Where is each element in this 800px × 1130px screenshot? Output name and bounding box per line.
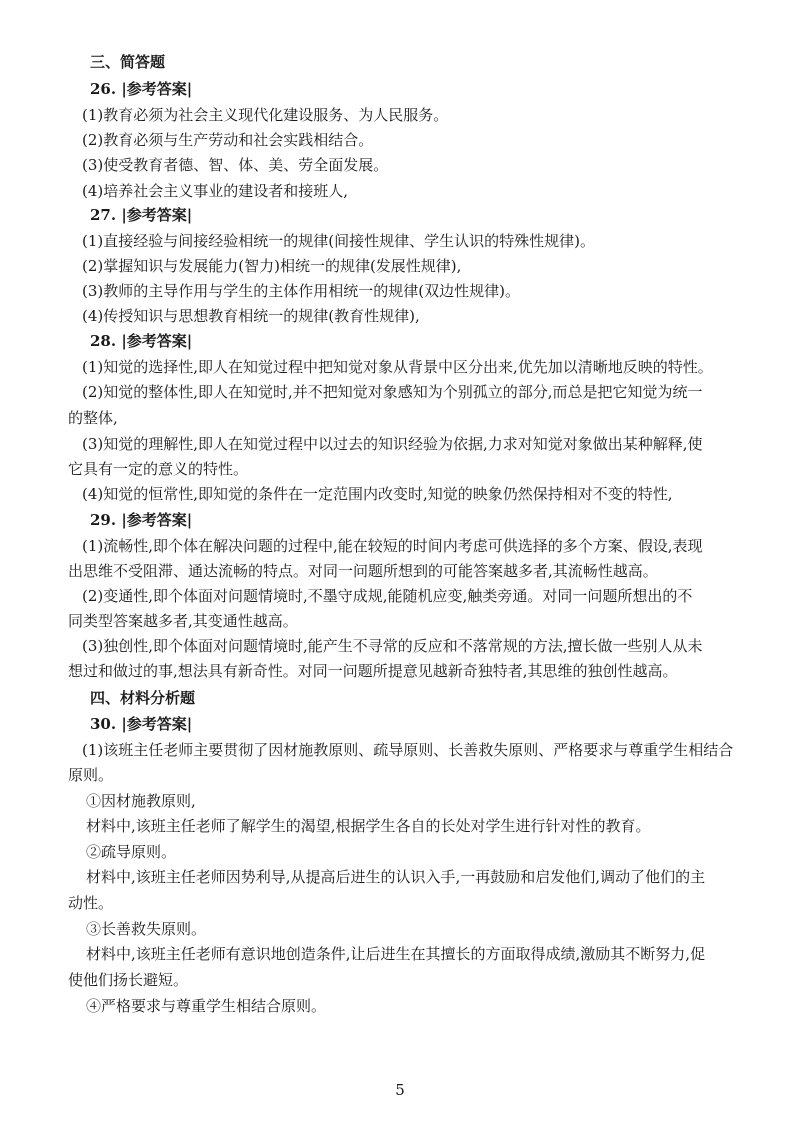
answer-29-item-3-cont: 想过和做过的事,想法具有新奇性。对同一问题所提意见越新奇独特者,其思维的独创性越高。 — [68, 662, 678, 680]
answer-28-item-3-cont: 它具有一定的意义的特性。 — [68, 460, 249, 478]
principle-2-title: ②疏导原则。 — [86, 843, 177, 861]
principle-3-title: ③长善救失原则。 — [86, 920, 207, 938]
answer-28-item-2: (2)知觉的整体性,即人在知觉时,并不把知觉对象感知为个别孤立的部分,而总是把它知觉为统一 — [82, 383, 703, 401]
answer-28-item-1: (1)知觉的选择性,即人在知觉过程中把知觉对象从背景中区分出来,优先加以清晰地反映的特性。 — [82, 358, 713, 376]
answer-30-item-1-cont: 原则。 — [68, 766, 114, 784]
principle-1-title: ①因材施教原则, — [86, 792, 196, 810]
principle-3-text: 材料中,该班主任老师有意识地创造条件,让后进生在其擅长的方面取得成绩,激励其不断努力,促 — [86, 945, 706, 963]
answer-26-item-2: (2)教育必须与生产劳动和社会实践相结合。 — [82, 131, 374, 149]
answer-29-item-1-cont: 出思维不受阻滞、通达流畅的特点。对同一问题所想到的可能答案越多者,其流畅性越高。 — [68, 562, 658, 580]
page-number: 5 — [395, 1081, 405, 1099]
answer-heading-26: 26. |参考答案| — [90, 80, 193, 98]
section-title-material-analysis: 四、材料分析题 — [90, 689, 196, 707]
answer-heading-29: 29. |参考答案| — [90, 511, 193, 529]
answer-28-item-4: (4)知觉的恒常性,即知觉的条件在一定范围内改变时,知觉的映象仍然保持相对不变的特性, — [82, 485, 673, 503]
answer-30-item-1: (1)该班主任老师主要贯彻了因材施教原则、疏导原则、长善救失原则、严格要求与尊重学生相结合 — [82, 741, 734, 759]
answer-29-item-2-cont: 同类型答案越多者,其变通性越高。 — [68, 612, 298, 630]
answer-29-item-3: (3)独创性,即个体面对问题情境时,能产生不寻常的反应和不落常规的方法,擅长做一些别人从未 — [82, 637, 703, 655]
principle-4-title: ④严格要求与尊重学生相结合原则。 — [86, 997, 327, 1015]
answer-heading-28: 28. |参考答案| — [90, 332, 193, 350]
answer-28-item-3: (3)知觉的理解性,即人在知觉过程中以过去的知识经验为依据,力求对知觉对象做出某种解释,使 — [82, 435, 703, 453]
answer-29-item-1: (1)流畅性,即个体在解决问题的过程中,能在较短的时间内考虑可供选择的多个方案、假设,表现 — [82, 537, 703, 555]
principle-2-text: 材料中,该班主任老师因势利导,从提高后进生的认识入手,一再鼓励和启发他们,调动了他们的主 — [86, 868, 706, 886]
principle-1-text: 材料中,该班主任老师了解学生的渴望,根据学生各自的长处对学生进行针对性的教育。 — [86, 817, 651, 835]
answer-28-item-2-cont: 的整体, — [68, 409, 118, 427]
principle-3-text-cont: 使他们扬长避短。 — [68, 971, 189, 989]
answer-27-item-2: (2)掌握知识与发展能力(智力)相统一的规律(发展性规律), — [82, 257, 462, 275]
answer-heading-30: 30. |参考答案| — [90, 715, 193, 733]
answer-26-item-4: (4)培养社会主义事业的建设者和接班人, — [82, 182, 349, 200]
answer-29-item-2: (2)变通性,即个体面对问题情境时,不墨守成规,能随机应变,触类旁通。对同一问题所想出的不 — [82, 587, 693, 605]
answer-27-item-3: (3)教师的主导作用与学生的主体作用相统一的规律(双边性规律)。 — [82, 282, 520, 300]
answer-27-item-4: (4)传授知识与思想教育相统一的规律(教育性规律), — [82, 307, 420, 325]
section-title-short-answer: 三、简答题 — [90, 53, 166, 71]
answer-26-item-3: (3)使受教育者德、智、体、美、劳全面发展。 — [82, 156, 389, 174]
answer-26-item-1: (1)教育必须为社会主义现代化建设服务、为人民服务。 — [82, 106, 449, 124]
principle-2-text-cont: 动性。 — [68, 894, 114, 912]
answer-27-item-1: (1)直接经验与间接经验相统一的规律(间接性规律、学生认识的特殊性规律)。 — [82, 232, 595, 250]
answer-heading-27: 27. |参考答案| — [90, 206, 193, 224]
